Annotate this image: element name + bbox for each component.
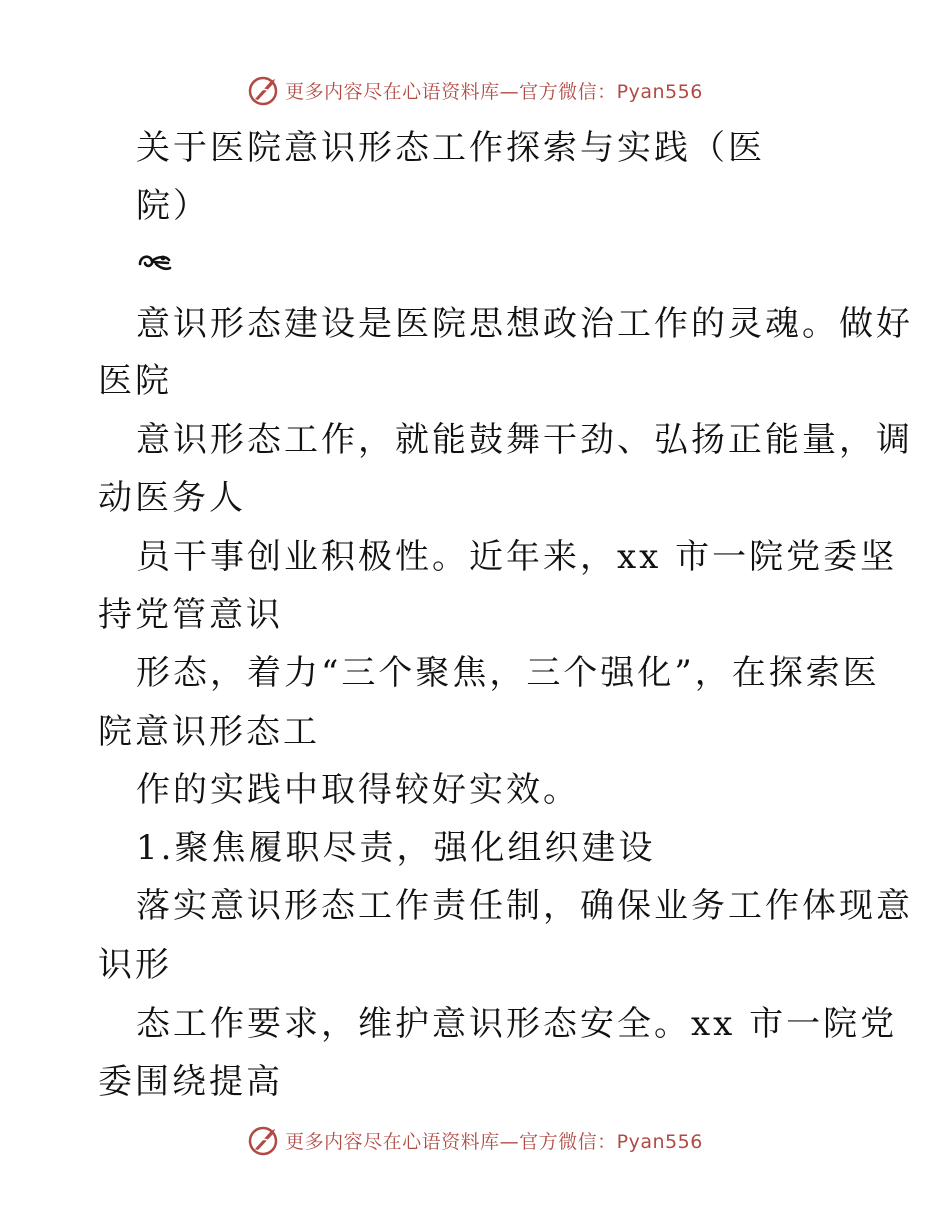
body-line: 作的实践中取得较好实效。	[136, 770, 580, 810]
body-line: 意识形态工作，就能鼓舞干劲、弘扬正能量，调	[136, 420, 913, 460]
body-line: 员干事创业积极性。近年来，xx 市一院党委坚	[136, 537, 898, 577]
body-line: 医院	[98, 361, 172, 401]
body-line: 形态，着力“三个聚焦，三个强化”，在探索医	[136, 653, 880, 693]
body-line: 持党管意识	[98, 595, 283, 635]
quill-logo-icon	[247, 1123, 281, 1157]
watermark-text: 更多内容尽在心语资料库—官方微信：Pyan556	[285, 80, 703, 103]
body-line: 落实意识形态工作责任制，确保业务工作体现意	[136, 886, 913, 926]
body-line: 态工作要求，维护意识形态安全。xx 市一院党	[136, 1004, 898, 1044]
body-line: 意识形态建设是医院思想政治工作的灵魂。做好	[136, 304, 913, 344]
doc-title-line-1: 关于医院意识形态工作探索与实践（医	[136, 128, 765, 168]
section-heading: 1.聚焦履职尽责，强化组织建设	[136, 828, 656, 868]
body-line: 动医务人	[98, 478, 246, 518]
header-watermark	[0, 70, 950, 110]
body-line: 院意识形态工	[98, 712, 320, 752]
watermark-text: 更多内容尽在心语资料库—官方微信：Pyan556	[285, 1130, 703, 1153]
footer-watermark	[0, 1120, 950, 1160]
doc-title-line-2: 院）	[136, 186, 210, 226]
fleuron-icon	[136, 250, 172, 276]
body-line: 委围绕提高	[98, 1062, 283, 1102]
body-line: 识形	[98, 945, 172, 985]
quill-logo-icon	[247, 73, 281, 107]
